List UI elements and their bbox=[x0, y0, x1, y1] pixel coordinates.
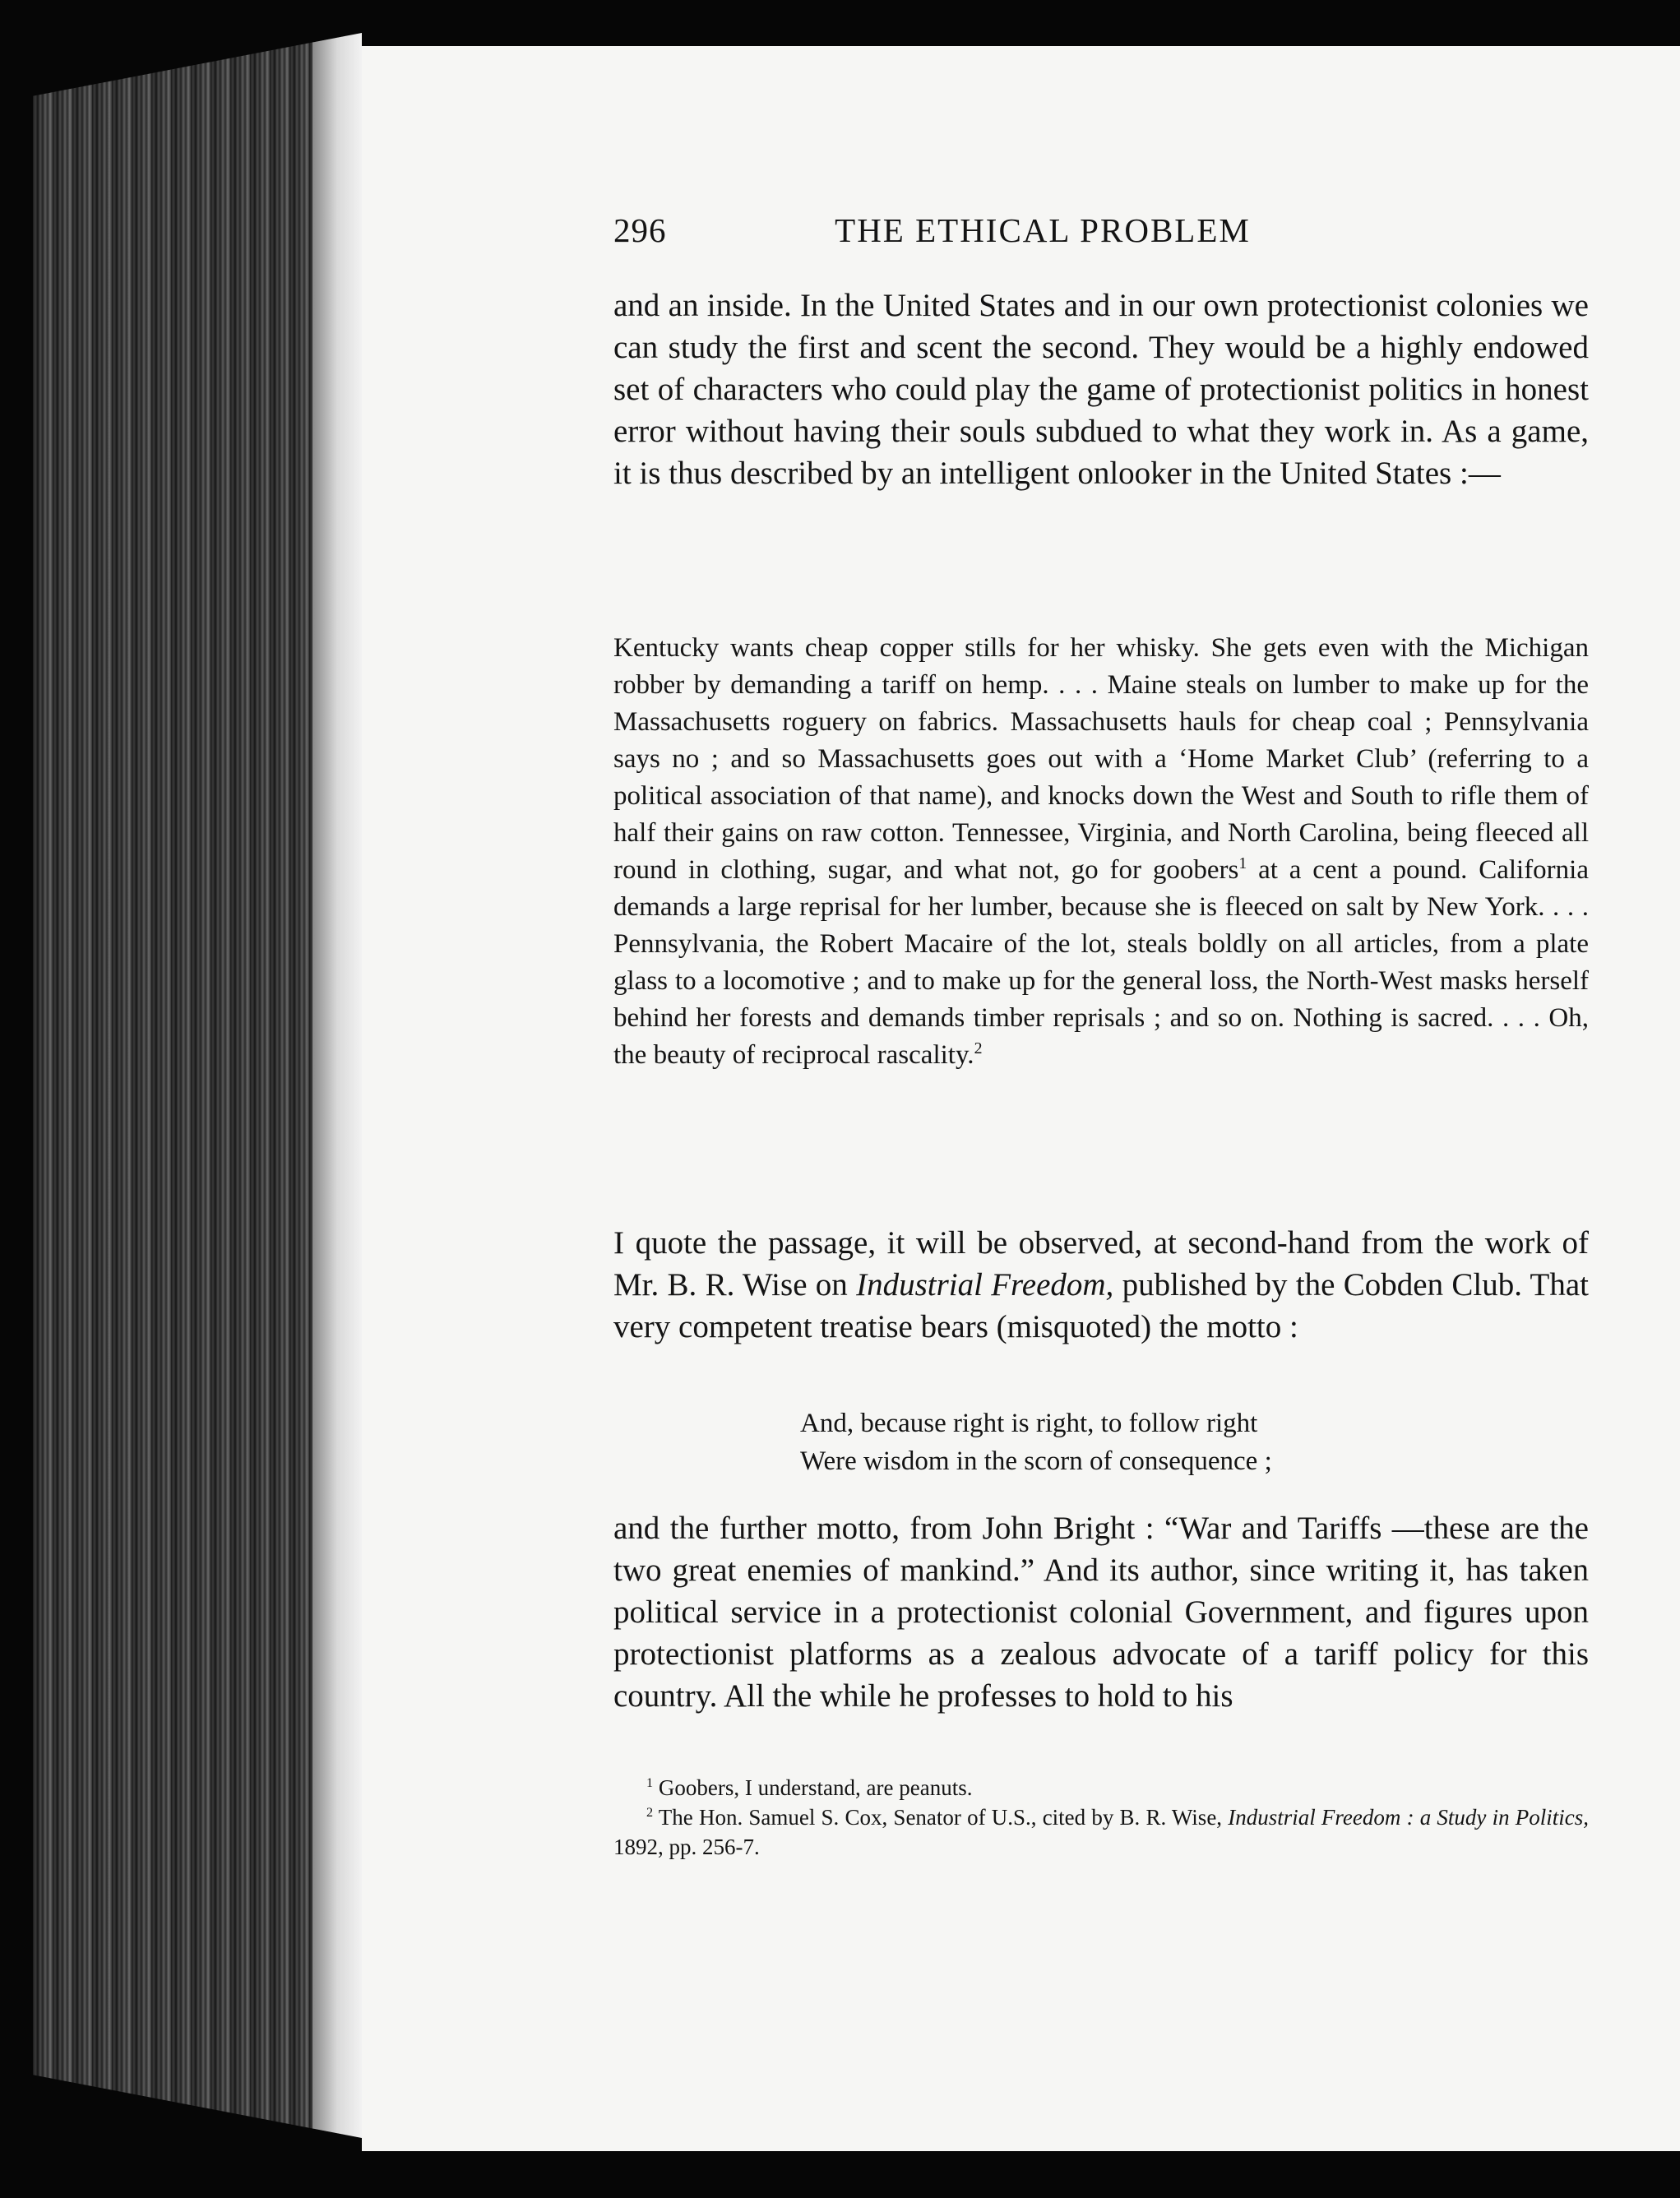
footnote-2-tail: 1892, pp. 256-7. bbox=[613, 1835, 760, 1859]
footnote-1 bbox=[613, 1773, 1589, 1802]
paragraph-2-end: published by the Cobden Club. That very competent treatise bears (misquoted) the motto : bbox=[613, 1267, 1590, 1344]
paragraph-1: and an inside. In the United States and in our own protectionist colonies we can study the first and scent the second. They would be a highly endowed set of characters who could play the game of protectionist politics in honest error without having their souls subdued to what they work in. As a game, it is thus described by an intelligent onlooker in the United States :— bbox=[613, 288, 1589, 491]
running-title: THE ETHICAL PROBLEM bbox=[835, 211, 1251, 249]
footnote-2 bbox=[613, 1802, 1589, 1862]
quote-part-1: Kentucky wants cheap copper stills for her whisky. She gets even with the Michigan robber by demanding a tariff on hemp. . . . Maine steals on lumber to make up for the Massachusetts roguery on fabrics. Massachusetts hauls for cheap coal ; Pennsylvania says no ; and so Massachusetts goes out with a ‘Home Market Club’ (referring to a political association of that name), and knocks down the West and South to rifle them of half their gains on raw cotton. Tennessee, Virginia, and North Carolina, being fleeced all round in clothing, sugar, and what not, go for goobers bbox=[613, 633, 1589, 885]
verse-motto bbox=[800, 1404, 1524, 1480]
footnotes bbox=[613, 1773, 1589, 1862]
verse-line-1: And, because right is right, to follow right bbox=[800, 1409, 1258, 1438]
footnote-ref-1: 1 bbox=[1238, 854, 1247, 872]
quote-part-2: at a cent a pound. California demands a large reprisal for her lumber, because she is fleeced on salt by New York. . . . Pennsylvania, the Robert Macaire of the lot, steals boldly on all articles, from a plate glass to a locomotive ; and to make up for the general loss, the North-West masks herself behind her forests and demands timber reprisals ; and so on. Nothing is sacred. . . . Oh, the beauty of reciprocal rascality. bbox=[613, 855, 1589, 1070]
footnote-1-text: Goobers, I understand, are peanuts. bbox=[658, 1775, 973, 1800]
paragraph-3: and the further motto, from John Bright : “War and Tariffs —these are the two great enemies of mankind.” And its author, since writing it, has taken political service in a protectionist colonial Government, and figures upon protectionist platforms as a zealous advocate of a tariff policy for this country. All the while he professes to hold to his bbox=[613, 1511, 1589, 1714]
paragraph-2 bbox=[613, 1222, 1589, 1348]
book-title: Industrial Freedom, bbox=[856, 1267, 1114, 1303]
paragraph-2-start: I quote the passage, it will be observed, at second-hand from the work of Mr. B. R. Wise on bbox=[613, 1225, 1589, 1303]
footnote-2-title: Industrial Freedom : a Study in Politics, bbox=[1228, 1805, 1589, 1830]
footnote-2-text: The Hon. Samuel S. Cox, Senator of U.S., cited by B. R. Wise, bbox=[658, 1805, 1229, 1830]
footnote-1-marker: 1 bbox=[646, 1775, 654, 1790]
page-number: 296 bbox=[613, 211, 667, 249]
block-quote bbox=[613, 630, 1589, 1074]
footnote-2-marker: 2 bbox=[646, 1805, 654, 1820]
page-edges bbox=[33, 33, 362, 2138]
verse-line-2: Were wisdom in the scorn of consequence ; bbox=[800, 1446, 1272, 1476]
footnote-ref-2: 2 bbox=[974, 1039, 983, 1057]
running-header bbox=[613, 211, 1349, 268]
book-page bbox=[362, 46, 1680, 2151]
